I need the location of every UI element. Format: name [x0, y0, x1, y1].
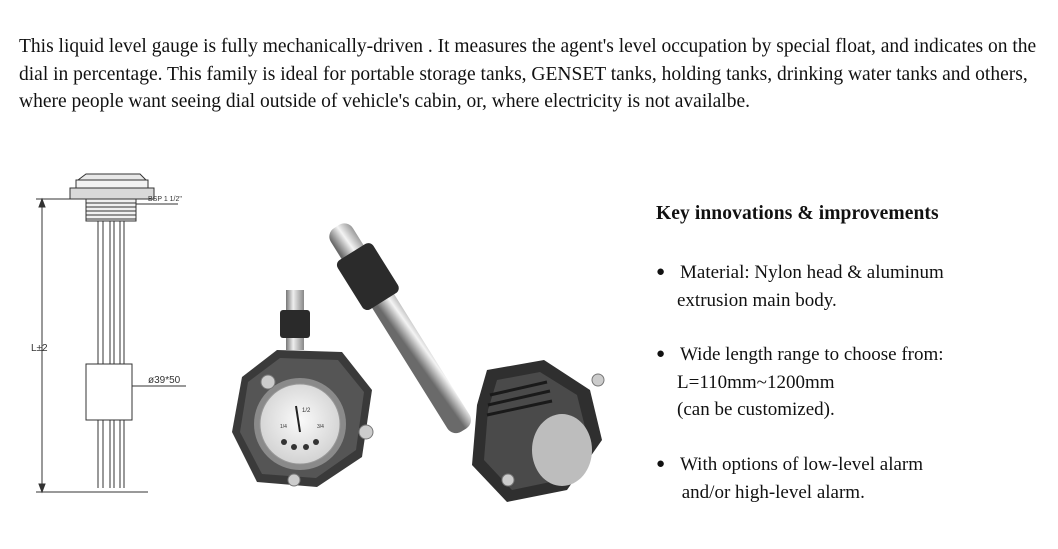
dial-label-three-quarter: 3/4 [317, 424, 324, 430]
bullet-icon: ● [656, 264, 666, 280]
feature-line: With options of low-level alarm [680, 454, 924, 475]
feature-alarm-options [656, 451, 923, 506]
feature-line: Material: Nylon head & aluminum [680, 262, 944, 283]
feature-line: Wide length range to choose from: [680, 344, 944, 365]
length-dimension-label: L±2 [31, 343, 48, 354]
bullet-icon: ● [656, 346, 666, 362]
feature-line: L=110mm~1200mm [677, 371, 835, 393]
bullet-icon: ● [656, 456, 666, 472]
feature-length-range [656, 341, 944, 424]
thread-dimension-label: BSP 1 1/2" [148, 196, 182, 203]
feature-line: (can be customized). [677, 399, 835, 420]
features-heading: Key innovations & improvements [656, 203, 939, 224]
features-section [656, 203, 1046, 503]
feature-line: extrusion main body. [677, 289, 837, 311]
gauge-side-photo [312, 190, 632, 520]
feature-line: and/or high-level alarm. [677, 481, 865, 503]
technical-drawing [28, 168, 208, 498]
dial-label-half: 1/2 [302, 408, 311, 414]
float-dimension-label: ø39*50 [148, 375, 181, 386]
dial-label-quarter: 1/4 [280, 424, 287, 430]
intro-paragraph: This liquid level gauge is fully mechanically-driven . It measures the agent's level occupation by special float, and indicates on the dial in percentage. This family is ideal for portable storage tanks, GENSET tanks, holding tanks, drinking water tanks and others, where people want seeing dial outside of vehicle's cabin, or, where electricity is not availalbe. [19, 36, 1037, 112]
feature-material [656, 259, 944, 314]
